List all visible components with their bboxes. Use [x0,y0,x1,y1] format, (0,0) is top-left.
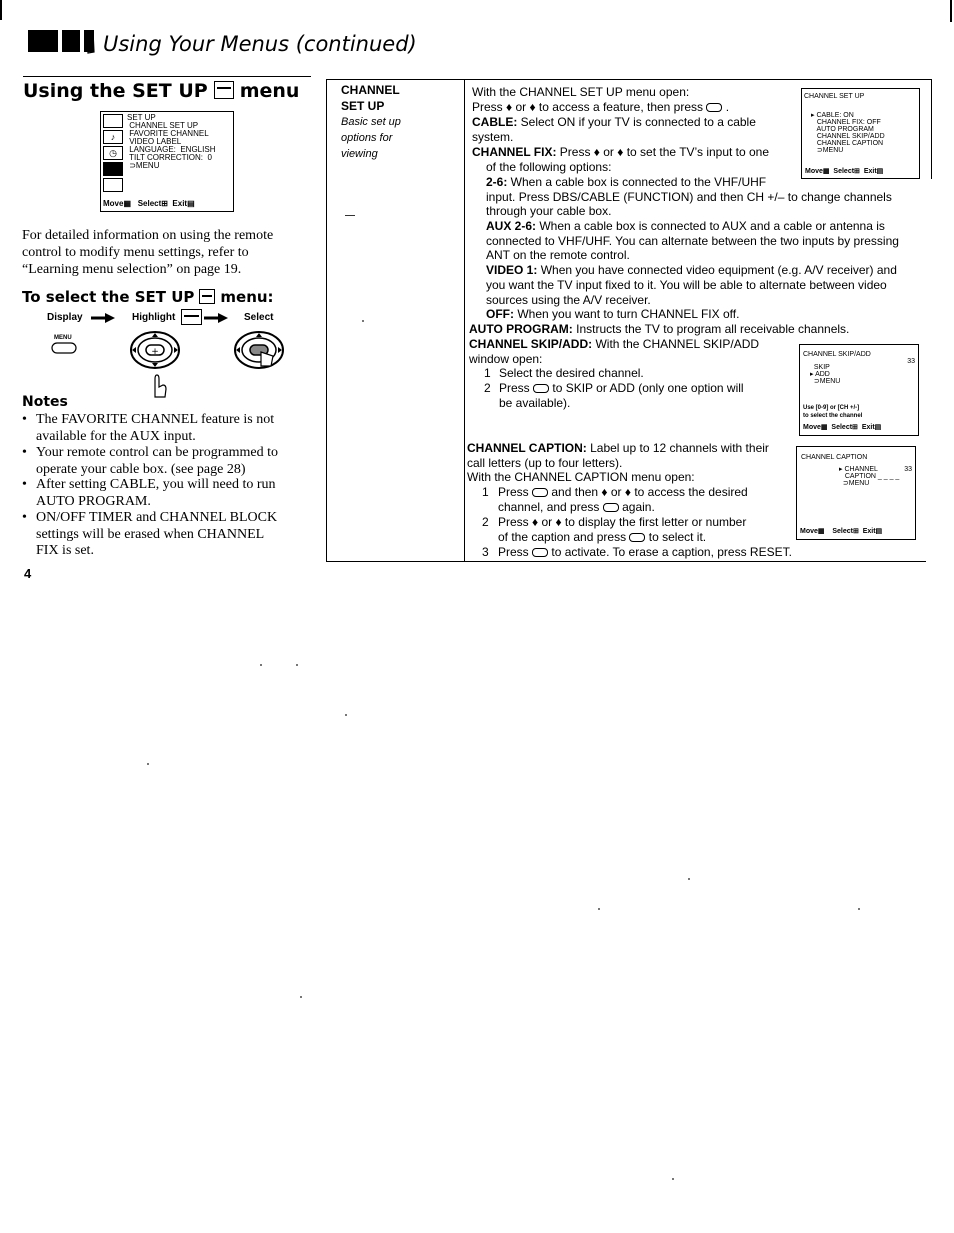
table-left-rule [326,79,327,561]
svg-text:+: + [151,347,159,357]
page-header-title: Using Your Menus (continued) [103,32,417,56]
step-number: 2 [484,381,491,395]
text-segment: and then ♦ or ♦ to access the desired [551,485,748,499]
term-auto-program: AUTO PROGRAM: [469,322,573,336]
setup-title: SET UP [341,99,385,113]
skip-add-lines [810,364,840,385]
screen-icon-column [103,114,123,192]
section-heading [23,80,299,102]
text-line: Press ♦ or ♦ to access a feature, then press . [472,100,730,114]
footer-move: Move [800,528,818,535]
enter-button-icon [532,488,548,497]
term-2-6: 2-6: [486,175,508,189]
hint-text [803,404,862,420]
text-line: connected to VHF/UHF. You can alternate between the two inputs by pressing [486,234,899,248]
step-display-label: Display [47,312,83,323]
table-divider-rule [464,79,465,561]
term-off: OFF: [486,307,514,321]
text-segment: Instructs the TV to program all receivable channels. [572,322,850,336]
channel-number: 33 [904,466,912,473]
hint-line: to select the channel [803,413,863,419]
text-line: With the CHANNEL SET UP menu open: [472,85,690,99]
text-segment: Press [499,381,530,395]
page-number: 4 [24,566,32,581]
setup-menu-icon-step [181,309,202,325]
text-line: input. Press DBS/CABLE (FUNCTION) and then CH +/– to change channels [486,190,892,204]
section-heading-suffix: menu [239,80,300,102]
section-heading-prefix: Using the SET UP [23,80,208,102]
screen-line: CHANNEL CAPTION [811,140,884,147]
screen-line: ⊃MENU [810,378,841,385]
text-segment: Select ON if your TV is connected to a cable [517,115,756,129]
screen-line: CHANNEL FIX: OFF [811,119,881,126]
footer-exit: Exit [861,424,875,431]
note-line: operate your cable box. (see page 28) [36,461,246,477]
text-segment: Press ♦ or ♦ to access a feature, then press [472,100,704,114]
footer-exit: Exit [862,528,876,535]
text-segment: again. [622,500,655,514]
scan-speck [598,908,600,910]
note-item [22,510,312,560]
select-heading-prefix: To select the SET UP [22,288,195,306]
text-line [469,322,849,337]
channel-setup-lines [811,112,885,154]
note-line: ON/OFF TIMER and CHANNEL BLOCK [36,510,278,525]
setup-screen-footer: Move▦ Select⊞ Exit▤ [103,199,195,208]
note-line: FIX is set. [36,543,94,558]
text-line: window open: [469,352,543,366]
text-segment: Press ♦ or ♦ to set the TV’s input to one [556,145,770,159]
remote-icon [84,30,96,54]
audio-icon: ♪ [103,130,123,144]
enter-button-icon [603,503,619,512]
footer-select: Select [833,168,855,175]
scan-speck [362,320,364,322]
term-skip-add: CHANNEL SKIP/ADD: [469,337,593,351]
text-line: ANT on the remote control. [486,248,630,262]
note-line: AUTO PROGRAM. [36,493,151,509]
setup-line: CHANNEL SET UP [127,121,199,130]
text-line [498,530,706,545]
bullet: • [22,412,27,427]
text-line [472,115,756,130]
bullet: • [22,445,27,460]
scan-speck [672,1178,674,1180]
term-channel-fix: CHANNEL FIX: [472,145,557,159]
arrow-right-icon [204,313,228,323]
text-line [486,175,766,190]
text-line: you want the TV input fixed to it. You will be able to alternate between video [486,278,887,292]
screen-line: SKIP [810,364,830,371]
setup-menu-icon-small [199,289,215,304]
text-segment: to activate. To erase a caption, press RESET. [551,545,792,559]
text-segment: When you have connected video equipment (e.g. A/V receiver) and [537,263,897,277]
bullet: • [22,510,27,525]
enter-button-icon [706,103,722,112]
text-line [467,441,769,456]
text-line: With the CHANNEL CAPTION menu open: [467,470,695,484]
term-cable: CABLE: [472,115,518,129]
enter-button-icon [629,533,645,542]
setup-line: FAVORITE CHANNEL [127,129,209,138]
scan-speck [147,763,149,765]
setup-line: ⊃MENU [127,161,160,170]
text-segment: to SKIP or ADD (only one option will [552,381,744,395]
skip-add-screen [799,344,919,436]
screen-footer: Move▦ Select⊞ Exit▤ [803,424,882,431]
text-line: system. [472,130,514,144]
setup-line: SET UP [127,113,156,122]
screen-line: ▸ ADD [810,371,830,378]
text-segment: Label up to 12 channels with their [586,441,769,455]
screen-footer: Move▦ Select⊞ Exit▤ [805,168,884,175]
text-line [499,381,744,396]
scan-speck [688,878,690,880]
subtitle-line: Basic set up [341,116,401,128]
setup-line: LANGUAGE: ENGLISH [127,145,216,154]
term-caption: CHANNEL CAPTION: [467,441,587,455]
footer-move: Move [805,168,823,175]
text-segment: When you want to turn CHANNEL FIX off. [514,307,740,321]
scan-speck [300,996,302,998]
step-number: 2 [482,515,489,529]
text-line: be available). [499,396,571,410]
channel-title: CHANNEL [341,83,400,97]
table-top-rule [326,79,932,80]
caption-screen [796,446,916,540]
scan-speck [858,908,860,910]
screen-title: CHANNEL CAPTION [801,454,868,461]
intro-line: control to modify menu settings, refer to [22,245,249,260]
step-number: 1 [482,485,489,499]
text-segment: Press [498,485,529,499]
text-line [486,219,885,234]
screen-line: ▸ CHANNEL [839,466,878,473]
picture-icon [103,114,123,128]
setup-menu-screen [100,111,234,212]
text-line: through your cable box. [486,204,612,218]
scan-speck [296,664,298,666]
text-line: Select the desired channel. [499,366,644,380]
text-line [486,263,897,278]
footer-exit: Exit [863,168,877,175]
step-number: 1 [484,366,491,380]
setup-icon-highlighted [103,162,123,176]
text-line [498,485,748,500]
note-line: available for the AUX input. [36,428,196,444]
setup-menu-icon [214,81,234,99]
timer-icon: ◷ [103,146,123,160]
screen-line: ⊃MENU [811,147,844,154]
text-segment: channel, and press [498,500,600,514]
joystick-icon [129,330,181,370]
select-heading-suffix: menu: [220,288,274,306]
intro-line: For detailed information on using the remote [22,228,274,243]
intro-paragraph [22,227,273,278]
select-heading [22,288,274,306]
text-line [469,337,759,352]
screen-line: ⊃MENU [839,480,870,487]
text-line: of the following options: [486,160,612,174]
screen-line: CHANNEL SKIP/ADD [811,133,885,140]
screen-line: ▸ CABLE: ON [811,112,854,119]
term-video1: VIDEO 1: [486,263,538,277]
hint-line: Use [0-9] or [CH +/-] [803,405,860,411]
enter-button-icon [532,548,548,557]
step-number: 3 [482,545,489,559]
screen-title: CHANNEL SET UP [804,93,865,100]
text-segment: When a cable box is connected to the VHF/UHF [507,175,767,189]
note-item [22,477,312,510]
intro-line: “Learning menu selection” on page 19. [22,262,242,277]
joystick-press-icon [233,330,285,370]
term-aux: AUX 2-6: [486,219,537,233]
channel-number: 33 [907,358,915,365]
step-select-label: Select [244,312,274,323]
text-segment: With the CHANNEL SKIP/ADD [592,337,760,351]
footer-exit: Exit [172,199,188,208]
left-edge-rule [0,0,2,20]
footer-select: Select [831,424,853,431]
right-edge-rule [950,0,952,22]
text-line: Press ♦ or ♦ to display the first letter or number [498,515,747,529]
note-line: Your remote control can be programmed to [36,445,278,460]
scan-speck [260,664,262,666]
text-segment: When a cable box is connected to AUX and a cable or antenna is [536,219,885,233]
channel-setup-screen [801,88,920,179]
screen-title: CHANNEL SKIP/ADD [803,351,871,358]
note-line: settings will be erased when CHANNEL [36,526,265,542]
text-line [472,145,769,160]
enter-button-icon [533,384,549,393]
text-line [498,500,655,515]
text-segment: of the caption and press [498,530,627,544]
footer-move: Move [803,424,821,431]
notes-title: Notes [22,394,68,410]
screen-line: CAPTION _ _ _ _ [839,473,900,480]
video-icon [103,178,123,192]
menu-button-label: MENU [54,335,72,341]
bullet: • [22,477,27,492]
setup-line: TILT CORRECTION: 0 [127,153,212,162]
text-segment: to select it. [648,530,707,544]
text-line [486,307,739,322]
table-bottom-rule [326,561,926,562]
table-right-rule [931,79,932,179]
menu-button-icon [51,342,77,354]
subtitle-line: viewing [341,148,378,160]
step-highlight-label: Highlight [132,312,176,323]
setup-line: VIDEO LABEL [127,137,182,146]
footer-move: Move [103,199,124,208]
footer-select: Select [137,199,162,208]
text-line [498,545,792,560]
hand-press-icon [149,373,169,399]
note-line: The FAVORITE CHANNEL feature is not [36,412,275,427]
note-line: After setting CABLE, you will need to run [36,477,276,492]
screen-line: AUTO PROGRAM [811,126,874,133]
subtitle-line: options for [341,132,393,144]
table-left-column [341,82,401,162]
scan-speck [345,215,355,216]
scan-speck [345,714,347,716]
header-rule [23,76,311,77]
note-item [22,412,312,445]
caption-lines [839,466,899,487]
note-item [22,445,312,478]
arrow-right-icon [91,313,115,323]
footer-select: Select [832,528,853,535]
text-segment: Press [498,545,529,559]
text-line: call letters (up to four letters). [467,456,623,470]
text-line: sources using the A/V receiver. [486,293,651,307]
setup-menu-lines [127,114,215,170]
screen-footer: Move▦ Select⊞ Exit▤ [800,528,883,535]
